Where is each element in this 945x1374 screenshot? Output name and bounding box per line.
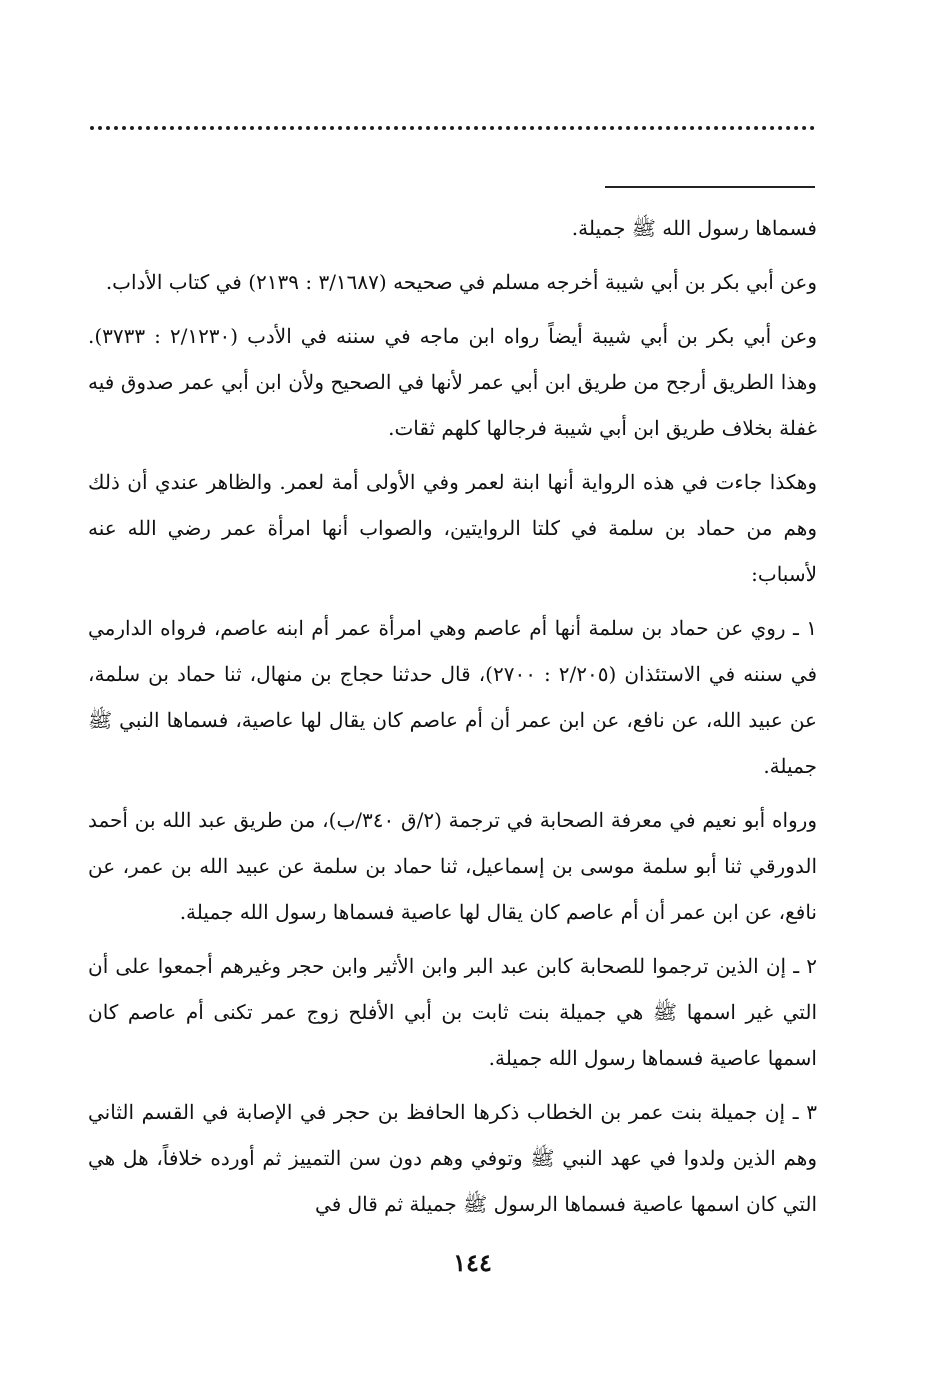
paragraph: ورواه أبو نعيم في معرفة الصحابة في ترجمة (٢/ق ٣٤٠/ب)، من طريق عبد الله بن أحمد الدورقي ثنا أبو سلمة موسى بن إسماعيل، ثنا حماد بن سلمة عن عبيد الله بن عمر، عن نافع، عن ابن عمر أن أم عاصم كان يقال لها عاصية فسماها رسول الله جميلة. — [88, 808, 817, 924]
paragraph: وعن أبي بكر بن أبي شيبة أيضاً رواه ابن ماجه في سننه في الأدب (٢/١٢٣٠ : ٣٧٣٣). وهذا الطريق أرجح من طريق ابن أبي عمر لأنها في الصحيح ولأن ابن أبي عمر صدوق فيه غفلة بخلاف طريق ابن أبي شيبة فرجالها كلهم ثقات. — [88, 324, 818, 440]
paragraph: ٢ ـ إن الذين ترجموا للصحابة كابن عبد البر وابن الأثير وابن حجر وغيرهم أجمعوا على أن التي غير اسمها ﷺ هي جميلة بنت ثابت بن أبي الأفلح زوج عمر تكنى أم عاصم كان اسمها عاصية فسماها رسول الله جميلة. — [88, 954, 817, 1070]
footnote-text — [88, 205, 817, 1235]
footnote-separator — [605, 186, 815, 188]
page-number: ١٤٤ — [453, 1248, 492, 1277]
paragraph: ١ ـ روي عن حماد بن سلمة أنها أم عاصم وهي امرأة عمر أم ابنه عاصم، فرواه الدارمي في سننه في الاستئذان (٢/٢٠٥ : ٢٧٠٠)، قال حدثنا حجاج بن منهال، ثنا حماد بن سلمة، عن عبيد الله، عن نافع، عن ابن عمر أن أم عاصم كان يقال لها عاصية، فسماها النبي ﷺ جميلة. — [88, 616, 818, 778]
paragraph: وهكذا جاءت في هذه الرواية أنها ابنة لعمر وفي الأولى أمة لعمر. والظاهر عندي أن ذلك وهم من حماد بن سلمة في كلتا الروايتين، والصواب أنها امرأة عمر رضي الله عنه لأسباب: — [88, 470, 817, 586]
paragraph: فسماها رسول الله ﷺ جميلة. — [571, 216, 817, 240]
dotted-separator — [90, 126, 815, 130]
paragraph: وعن أبي بكر بن أبي شيبة أخرجه مسلم في صحيحه (٣/١٦٨٧ : ٢١٣٩) في كتاب الأداب. — [105, 270, 817, 294]
paragraph: ٣ ـ إن جميلة بنت عمر بن الخطاب ذكرها الحافظ بن حجر في الإصابة في القسم الثاني وهم الذين ولدوا في عهد النبي ﷺ وتوفي وهم دون سن التمييز ثم أورده خلافاً، هل هي التي كان اسمها عاصية فسماها الرسول ﷺ جميلة ثم قال في — [88, 1100, 817, 1216]
